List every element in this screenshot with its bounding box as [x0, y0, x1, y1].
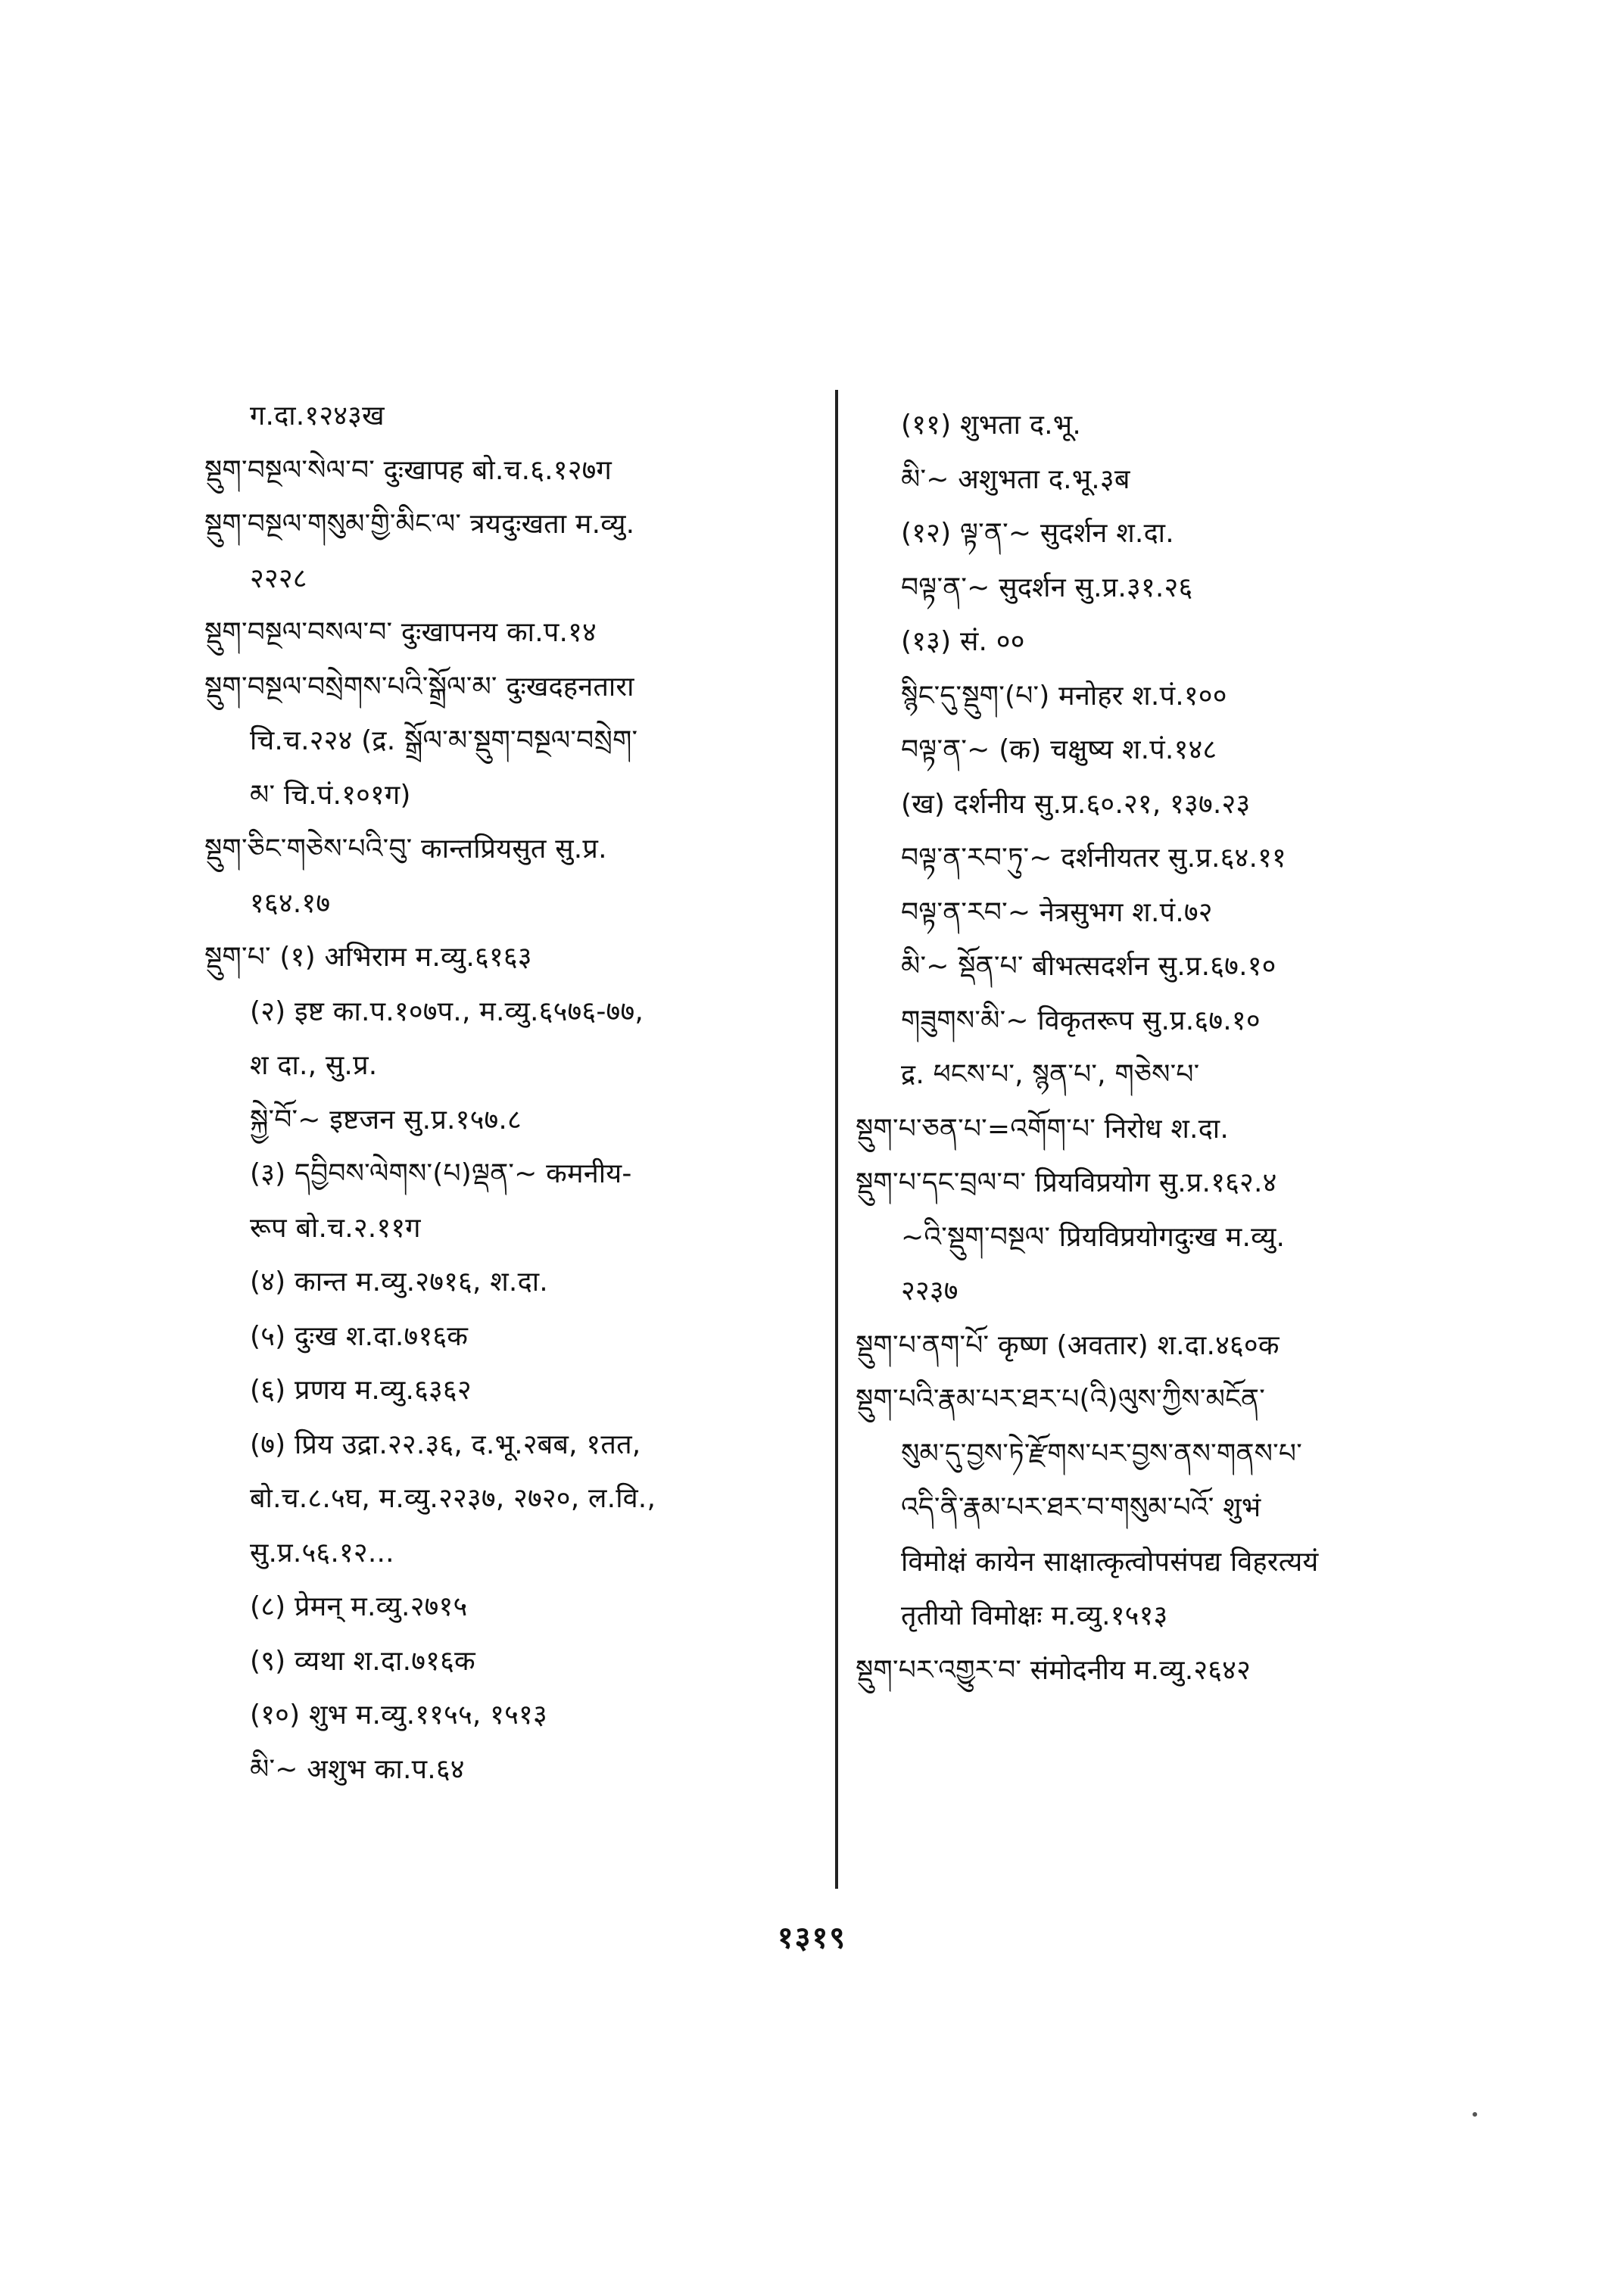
entry-line: (४) कान्त म.व्यु.२७१६, श.दा. — [250, 1266, 548, 1298]
scan-speck — [1473, 2112, 1477, 2117]
entry-line: མི་~ अशुभता द.भू.३ब — [901, 463, 1130, 495]
entry-line: तृतीयो विमोक्षः म.व्यु.१५१३ — [901, 1600, 1168, 1631]
entry-line: १६४.१७ — [250, 887, 331, 919]
entry-line: སྡུག་པ་ནག་པོ་ कृष्ण (अवतार) श.दा.४६०क — [856, 1329, 1280, 1361]
entry-line: २२३७ — [901, 1276, 959, 1307]
entry-line: ग.दा.१२४३ख — [250, 400, 385, 431]
entry-line: སྡུག་ཅིང་གཅེས་པའི་བུ་ कान्तप्रियसुत सु.प्र. — [204, 833, 607, 865]
column-divider — [835, 390, 838, 1889]
entry-line: སྡུག་བསྔལ་གསུམ་གྱི་མིང་ལ་ त्रयदुःखता म.व्यु. — [204, 509, 635, 540]
entry-line: བལྟ་ན་~ (क) चक्षुष्य श.पं.१४८ — [901, 734, 1217, 765]
entry-line: སྡུག་པ་ཅན་པ་=འགོག་པ་ निरोध श.दा. — [856, 1113, 1229, 1145]
entry-line: चि.च.२२४ (द्र. སྒྲོལ་མ་སྡུག་བསྔལ་བསྲེག་ — [250, 725, 638, 756]
entry-line: སྡུག་པ་ (१) अभिराम म.व्यु.६१६३ — [204, 942, 532, 973]
entry-line: སྙིང་དུ་སྡུག་(པ་) मनोहर श.पं.१०० — [901, 680, 1227, 712]
entry-line: བལྟ་ན་རབ་~ नेत्रसुभग श.पं.७२ — [901, 896, 1213, 928]
entry-line: སྡུག་པ་དང་བྲལ་བ་ प्रियविप्रयोग सु.प्र.१६२.४ — [856, 1167, 1277, 1198]
entry-line: མི་~ སྡོན་པ་ बीभत्सदर्शन सु.प्र.६७.१० — [901, 951, 1276, 982]
entry-line: སྡུག་བསྔལ་སེལ་བ་ दुःखापह बो.च.६.१२७ग — [204, 454, 613, 486]
entry-line: (१०) शुभ म.व्यु.११५५, १५१३ — [250, 1699, 547, 1731]
entry-line: སྡུག་བསྔལ་བསྲེགས་པའི་སྒྲོལ་མ་ दुःखदहनतारा — [204, 671, 634, 703]
entry-line: མ་ चि.पं.१०१ग) — [250, 779, 411, 811]
entry-line: ~འི་སྡུག་བསྔལ་ प्रियविप्रयोगदुःख म.व्यु. — [901, 1221, 1286, 1253]
entry-line: སྐྱེ་བོ་~ इष्टजन सु.प्र.१५७.८ — [250, 1104, 522, 1136]
entry-line: (१३) सं. ०० — [901, 626, 1025, 657]
entry-line: སྡུག་བསྔལ་བསལ་བ་ दुःखापनय का.प.१४ — [204, 617, 597, 648]
entry-line: (११) शुभता द.भू. — [901, 410, 1081, 441]
entry-line: གཟུགས་མི་~ विकृतरूप सु.प्र.६७.१० — [901, 1005, 1261, 1036]
entry-line: (८) प्रेमन् म.व्यु.२७१५ — [250, 1591, 468, 1622]
entry-line: སུམ་དུ་བྱས་ཏེ་རྫོགས་པར་བྱས་ནས་གནས་པ་ — [901, 1438, 1302, 1469]
entry-line: སྡུག་པར་འགྱུར་བ་ संमोदनीय म.व्यु.२६४२ — [856, 1654, 1252, 1686]
entry-line: रूप बो.च.२.११ग — [250, 1212, 421, 1244]
entry-line: (२) इष्ट का.प.१०७प., म.व्यु.६५७६-७७, — [250, 995, 644, 1027]
entry-line: མི་~ अशुभ का.प.६४ — [250, 1753, 465, 1785]
entry-line: श दा., सु.प्र. — [250, 1050, 378, 1081]
entry-line: (७) प्रिय उद्रा.२२.३६, द.भू.२बब, १तत, — [250, 1428, 641, 1460]
entry-line: བལྟ་ན་རབ་ཏུ་~ दर्शनीयतर सु.प्र.६४.११ — [901, 843, 1286, 874]
entry-line: འདི་ནི་རྣམ་པར་ཐར་བ་གསུམ་པའོ་ शुभं — [901, 1492, 1261, 1523]
entry-line: बो.च.८.५घ, म.व्यु.२२३७, २७२०, ल.वि., — [250, 1483, 656, 1514]
entry-line: བལྟ་ན་~ सुदर्शन सु.प्र.३१.२६ — [901, 572, 1193, 603]
entry-line: (६) प्रणय म.व्यु.६३६२ — [250, 1375, 472, 1406]
entry-line: (५) दुःख श.दा.७१६क — [250, 1320, 469, 1352]
entry-line: सु.प्र.५६.१२... — [250, 1537, 394, 1569]
entry-line: (९) व्यथा श.दा.७१६क — [250, 1645, 475, 1677]
entry-line: སྡུག་པའི་རྣམ་པར་ཐར་པ(འི)ལུས་ཀྱིས་མངོན་ — [856, 1384, 1266, 1415]
entry-line: (३) དབྱིབས་ལེགས་(པ)ལྡན་~ कमनीय- — [250, 1158, 632, 1189]
entry-line: विमोक्षं कायेन साक्षात्कृत्वोपसंपद्य विहरत्ययं — [901, 1546, 1319, 1578]
entry-line: २२२८ — [250, 562, 307, 594]
entry-line: द्र. ཕངས་པ་, སྙན་པ་, གཅེས་པ་ — [901, 1059, 1200, 1090]
page-number: १३१९ — [777, 1921, 847, 1955]
entry-line: (ख) दर्शनीय सु.प्र.६०.२१, १३७.२३ — [901, 788, 1251, 820]
entry-line: (१२) ལྟ་ན་~ सुदर्शन श.दा. — [901, 518, 1174, 549]
